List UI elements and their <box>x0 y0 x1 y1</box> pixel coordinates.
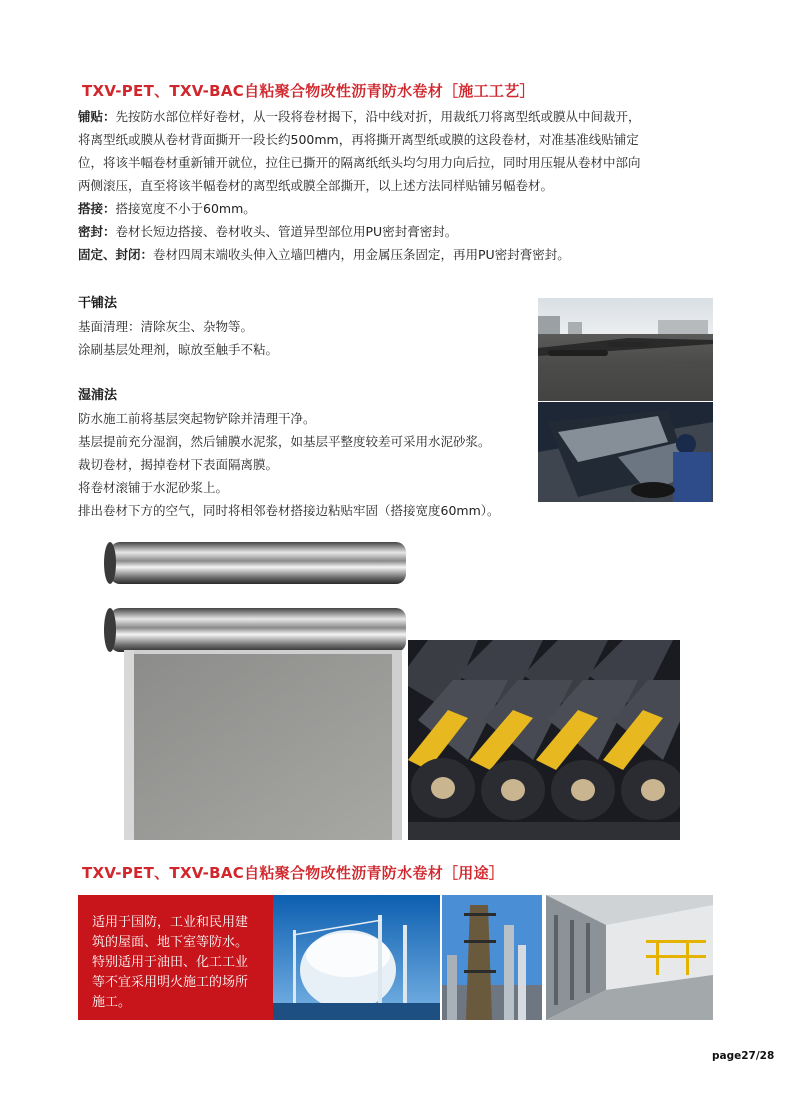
page-number: page27/28 <box>712 1050 775 1062</box>
worker-photo <box>538 402 713 502</box>
usage-line: 筑的屋面、地下室等防水。 <box>92 935 249 950</box>
wet-method-heading: 湿浦法 <box>78 388 118 403</box>
paving-line: 位，将该半幅卷材重新铺开就位，拉住已撕开的隔离纸纸头均匀用力向后拉，同时用压辊从卷材中部向 <box>78 155 641 170</box>
lap-label: 搭接： <box>78 201 116 216</box>
seal-label: 密封： <box>78 224 116 239</box>
rooftop-photo <box>538 298 713 401</box>
wet-method-line: 将卷材滚铺于水泥砂浆上。 <box>78 480 229 495</box>
wet-method-line: 基层提前充分湿润，然后铺膜水泥浆，如基层平整度较差可采用水泥砂浆。 <box>78 434 491 449</box>
dry-method-line: 基面清理：清除灰尘、杂物等。 <box>78 319 254 334</box>
wet-method-line: 防水施工前将基层突起物铲除并清理干净。 <box>78 411 316 426</box>
paving-line: 将离型纸或膜从卷材背面撕开一段长约500mm，再将撕开离型纸或膜的这段卷材，对准基准线贴铺定 <box>78 132 639 147</box>
fix-label: 固定、封闭： <box>78 247 154 262</box>
dry-method-block <box>78 292 528 361</box>
paving-label: 铺贴： <box>78 109 116 124</box>
usage-line: 特别适用于油田、化工工业 <box>92 955 249 970</box>
dry-method-heading: 干铺法 <box>78 296 118 311</box>
wet-method-block <box>78 384 558 522</box>
usage-description-box <box>78 895 273 1020</box>
industrial-tank-photo <box>273 895 440 1020</box>
wet-method-line: 排出卷材下方的空气，同时将相邻卷材搭接边粘贴牢固（搭接宽度60mm）。 <box>78 503 500 518</box>
stacked-rolls-photo <box>408 640 680 840</box>
usage-line: 等不宜采用明火施工的场所 <box>92 975 249 990</box>
fix-line: 固定、封闭：卷材四周末端收头伸入立墙凹槽内，用金属压条固定，再用PU密封膏密封。 <box>78 247 570 262</box>
paving-line: 两侧滚压，直至将该半幅卷材的离型纸或膜全部撕开，以上述方法同样贴铺另幅卷材。 <box>78 178 554 193</box>
product-rolls-photo <box>102 540 407 840</box>
wet-method-line: 裁切卷材，揭掉卷材下表面隔离膜。 <box>78 457 279 472</box>
seal-line: 密封：卷材长短边搭接、卷材收头、管道异型部位用PU密封膏密封。 <box>78 224 458 239</box>
lap-line: 搭接：搭接宽度不小于60mm。 <box>78 201 256 216</box>
corridor-photo <box>546 895 713 1020</box>
usage-line: 施工。 <box>92 995 132 1010</box>
construction-text <box>78 105 728 266</box>
dry-method-line: 涂刷基层处理剂，晾放至触手不粘。 <box>78 342 279 357</box>
paving-line: 铺贴：先按防水部位样好卷材，从一段将卷材揭下，沿中线对折，用裁纸刀将离型纸或膜从中间裁开， <box>78 109 641 124</box>
refinery-tower-photo <box>442 895 542 1020</box>
section-title-construction: TXV-PET、TXV-BAC自粘聚合物改性沥青防水卷材［施工工艺］ <box>82 82 535 100</box>
section-title-usage: TXV-PET、TXV-BAC自粘聚合物改性沥青防水卷材［用途］ <box>82 864 505 882</box>
usage-line: 适用于国防，工业和民用建 <box>92 915 249 930</box>
